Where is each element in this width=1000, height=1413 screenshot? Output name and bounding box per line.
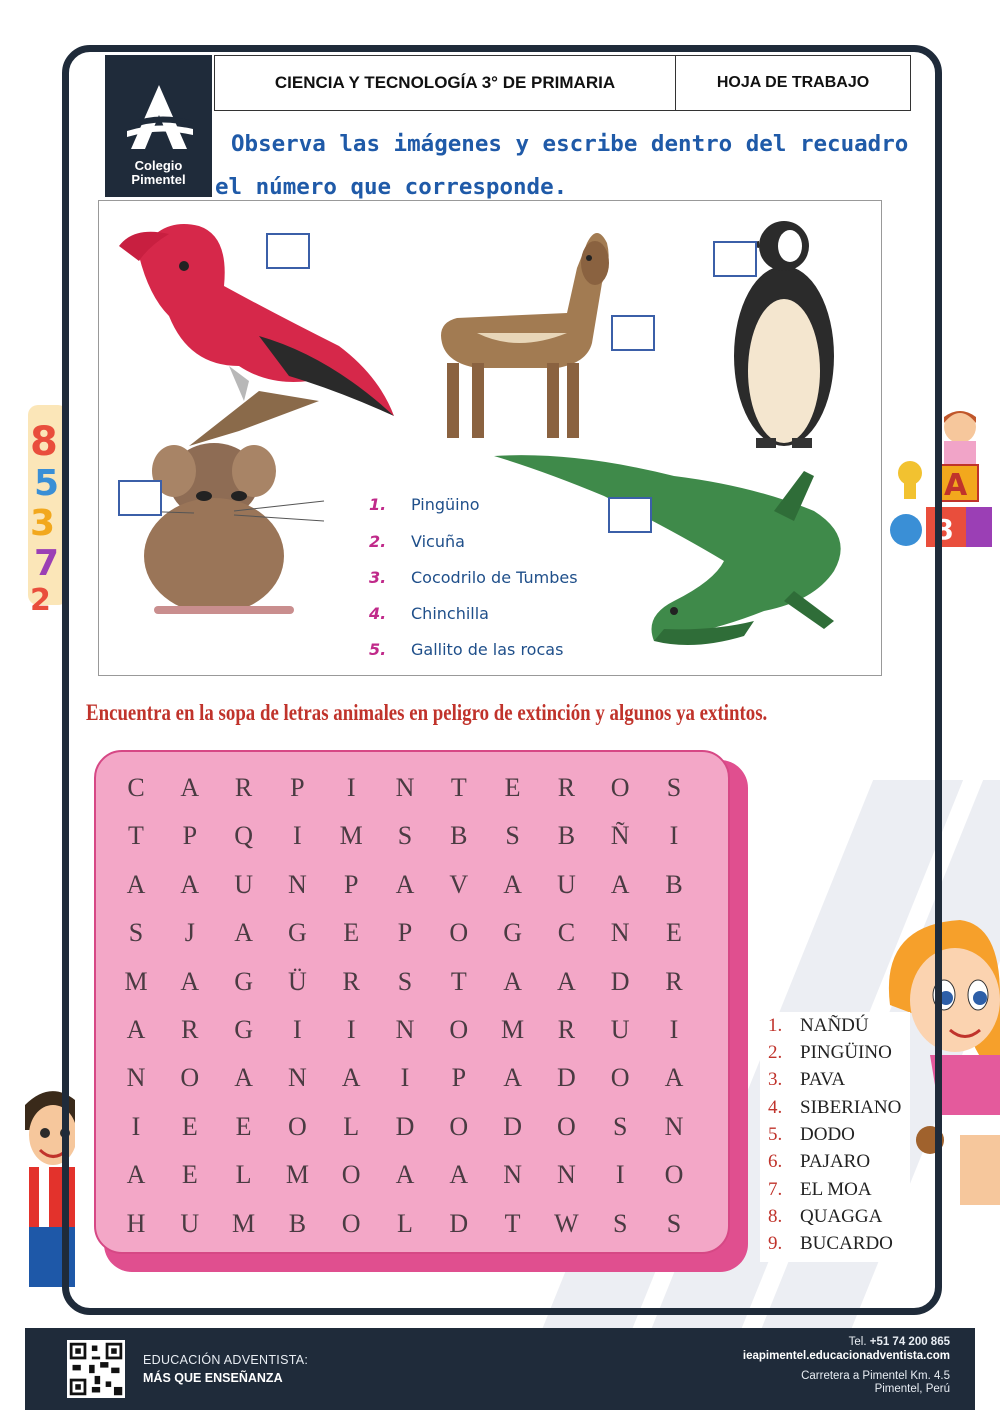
footer-tagline2: MÁS QUE ENSEÑANZA: [143, 1371, 283, 1385]
grid-letter[interactable]: R: [181, 1015, 199, 1044]
grid-letter[interactable]: I: [669, 1015, 679, 1044]
grid-letter[interactable]: R: [342, 966, 360, 996]
grid-letter[interactable]: S: [505, 821, 520, 851]
grid-letter[interactable]: G: [503, 918, 522, 948]
word-list-item: 1. NAÑDÚ: [768, 1015, 869, 1036]
word-list-item: 8. QUAGGA: [768, 1206, 883, 1227]
grid-letter[interactable]: B: [450, 821, 468, 851]
logo-text-line1: Colegio: [134, 158, 183, 173]
grid-letter[interactable]: O: [288, 1111, 307, 1141]
grid-letter[interactable]: A: [234, 918, 253, 948]
school-logo-icon: [123, 83, 195, 153]
grid-letter[interactable]: D: [610, 966, 630, 996]
grid-letter[interactable]: A: [126, 1160, 146, 1190]
grid-letter[interactable]: L: [343, 1111, 360, 1141]
grid-letter[interactable]: G: [288, 918, 307, 948]
answer-box-crocodile[interactable]: [608, 497, 652, 533]
grid-letter[interactable]: R: [665, 966, 683, 996]
svg-text:5: 5: [34, 463, 60, 504]
animals-image-panel: 1. Pingüino 2. Vicuña 3. Cocodrilo de Tumbes 4. Chinchilla 5. Gallito de las rocas: [98, 200, 882, 676]
grid-letter[interactable]: G: [234, 966, 253, 996]
grid-letter[interactable]: M: [285, 1160, 309, 1190]
grid-letter[interactable]: I: [346, 1015, 356, 1044]
word-search-title: Encuentra en la sopa de letras animales en peligro de extinción y algunos ya extintos.: [86, 700, 768, 725]
grid-letter[interactable]: R: [557, 1015, 576, 1044]
word-list-item: 6. PAJARO: [768, 1151, 871, 1172]
grid-letter[interactable]: A: [503, 1063, 522, 1093]
grid-letter[interactable]: I: [346, 773, 356, 802]
grid-letter[interactable]: T: [450, 966, 467, 996]
grid-letter[interactable]: N: [557, 1160, 576, 1190]
grid-letter[interactable]: Ü: [288, 966, 307, 996]
grid-letter[interactable]: U: [557, 869, 576, 899]
grid-letter[interactable]: C: [557, 918, 576, 948]
sheet-title: HOJA DE TRABAJO: [716, 74, 870, 91]
grid-letter[interactable]: O: [180, 1063, 200, 1093]
grid-letter[interactable]: E: [343, 918, 360, 948]
grid-letter[interactable]: D: [503, 1111, 522, 1141]
grid-letter[interactable]: P: [397, 918, 413, 948]
grid-letter[interactable]: O: [610, 1063, 630, 1093]
grid-letter[interactable]: A: [449, 1160, 469, 1190]
grid-letter[interactable]: U: [234, 869, 253, 899]
word-search-grid: [94, 750, 730, 1254]
grid-letter[interactable]: S: [397, 821, 413, 851]
grid-letter[interactable]: D: [395, 1111, 415, 1141]
answer-box-chinchilla[interactable]: [118, 480, 162, 516]
grid-letter[interactable]: A: [341, 1063, 361, 1093]
svg-text:8: 8: [934, 513, 954, 546]
word-list-item: 5. DODO: [768, 1124, 855, 1145]
grid-letter[interactable]: V: [449, 869, 469, 899]
grid-letter[interactable]: O: [664, 1160, 684, 1190]
logo-text-line2: Pimentel: [131, 172, 186, 187]
footer-bar: [25, 1328, 975, 1410]
grid-letter[interactable]: A: [126, 869, 146, 899]
grid-letter[interactable]: A: [234, 1063, 253, 1093]
grid-letter[interactable]: U: [180, 1208, 200, 1238]
grid-letter[interactable]: O: [341, 1160, 361, 1190]
grid-letter[interactable]: P: [290, 773, 305, 802]
grid-letter[interactable]: A: [557, 966, 576, 996]
instruction-line2: el número que corresponde.: [215, 174, 568, 200]
grid-letter[interactable]: H: [126, 1208, 146, 1238]
grid-letter[interactable]: M: [339, 821, 363, 851]
grid-letter[interactable]: I: [293, 1015, 302, 1044]
grid-letter[interactable]: A: [126, 1015, 146, 1044]
grid-letter[interactable]: S: [397, 966, 413, 996]
answer-box-bird[interactable]: [266, 233, 310, 269]
svg-text:3: 3: [30, 503, 56, 544]
grid-letter[interactable]: A: [180, 773, 200, 802]
grid-letter[interactable]: T: [128, 821, 144, 851]
grid-letter[interactable]: A: [610, 869, 630, 899]
grid-letter[interactable]: U: [610, 1015, 630, 1044]
grid-letter[interactable]: N: [664, 1111, 684, 1141]
footer-address2: Pimentel, Perú: [874, 1383, 950, 1395]
word-list-item: 4. SIBERIANO: [768, 1097, 902, 1118]
grid-letter[interactable]: S: [612, 1111, 628, 1141]
svg-text:8: 8: [30, 419, 58, 465]
word-list-item: 7. EL MOA: [768, 1179, 872, 1200]
grid-letter[interactable]: B: [288, 1208, 307, 1238]
grid-letter[interactable]: A: [664, 1063, 684, 1093]
grid-letter[interactable]: L: [235, 1160, 252, 1190]
grid-letter[interactable]: B: [665, 869, 683, 899]
grid-letter[interactable]: E: [235, 1111, 252, 1141]
grid-letter[interactable]: P: [343, 869, 359, 899]
grid-letter[interactable]: P: [182, 821, 198, 851]
footer-tagline1: EDUCACIÓN ADVENTISTA:: [143, 1353, 309, 1367]
grid-letter[interactable]: Q: [234, 821, 253, 851]
grid-letter[interactable]: P: [451, 1063, 467, 1093]
word-list-item: 2. PINGÜINO: [768, 1042, 892, 1063]
grid-letter[interactable]: A: [503, 966, 522, 996]
word-list-item: 3. PAVA: [768, 1069, 846, 1090]
svg-text:2: 2: [30, 583, 51, 618]
footer-address1: Carretera a Pimentel Km. 4.5: [801, 1370, 950, 1382]
grid-letter[interactable]: I: [615, 1160, 625, 1190]
grid-letter[interactable]: A: [503, 869, 522, 899]
answer-box-vicuna[interactable]: [611, 315, 655, 351]
grid-letter[interactable]: N: [503, 1160, 522, 1190]
school-logo: [105, 55, 212, 197]
chinchilla-image: [134, 441, 334, 616]
grid-letter[interactable]: A: [180, 966, 200, 996]
grid-letter[interactable]: Ñ: [610, 821, 630, 851]
grid-letter[interactable]: S: [612, 1208, 628, 1238]
grid-letter[interactable]: B: [557, 821, 576, 851]
grid-letter[interactable]: O: [610, 773, 630, 802]
grid-letter[interactable]: A: [180, 869, 200, 899]
svg-text:7: 7: [34, 543, 60, 584]
grid-letter[interactable]: E: [504, 773, 521, 802]
grid-letter[interactable]: T: [504, 1208, 521, 1238]
grid-letter[interactable]: O: [449, 918, 469, 948]
grid-letter[interactable]: M: [501, 1015, 525, 1044]
grid-letter[interactable]: I: [400, 1063, 410, 1093]
word-list: [760, 1012, 910, 1262]
grid-letter[interactable]: N: [288, 1063, 307, 1093]
grid-letter[interactable]: W: [554, 1208, 579, 1238]
grid-letter[interactable]: D: [557, 1063, 576, 1093]
grid-letter[interactable]: O: [449, 1015, 469, 1044]
grid-letter[interactable]: C: [127, 773, 145, 802]
footer-website[interactable]: ieapimentel.educacionadventista.com: [742, 1350, 950, 1362]
footer-phone: Tel. +51 74 200 865: [848, 1336, 950, 1348]
grid-letter[interactable]: R: [234, 773, 253, 802]
instruction-line1: Observa las imágenes y escribe dentro del recuadro: [231, 131, 909, 157]
grid-letter[interactable]: M: [232, 1208, 256, 1238]
grid-letter[interactable]: N: [610, 918, 630, 948]
grid-letter[interactable]: T: [450, 773, 467, 802]
vicuna-image: [417, 223, 617, 448]
grid-letter[interactable]: E: [181, 1160, 198, 1190]
grid-letter[interactable]: L: [397, 1208, 413, 1238]
grid-letter[interactable]: N: [126, 1063, 146, 1093]
grid-letter[interactable]: M: [124, 966, 148, 996]
grid-letter[interactable]: O: [341, 1208, 361, 1238]
grid-letter[interactable]: E: [666, 918, 682, 948]
header-table: [214, 55, 911, 111]
grid-letter[interactable]: A: [395, 1160, 415, 1190]
grid-letter[interactable]: E: [181, 1111, 198, 1141]
grid-letter[interactable]: O: [449, 1111, 469, 1141]
grid-letter[interactable]: S: [128, 918, 144, 948]
grid-letter[interactable]: A: [395, 869, 415, 899]
grid-letter[interactable]: J: [184, 918, 195, 948]
grid-letter[interactable]: D: [449, 1208, 469, 1238]
crocodile-image: [494, 451, 864, 651]
grid-letter[interactable]: G: [234, 1015, 253, 1044]
svg-text:A: A: [944, 468, 968, 503]
grid-letter[interactable]: N: [395, 773, 415, 802]
grid-letter[interactable]: N: [288, 869, 307, 899]
qr-code-icon: [67, 1340, 125, 1398]
grid-letter[interactable]: R: [557, 773, 576, 802]
grid-letter[interactable]: O: [557, 1111, 576, 1141]
grid-letter[interactable]: I: [131, 1111, 141, 1141]
grid-letter[interactable]: I: [293, 821, 302, 851]
grid-letter[interactable]: S: [666, 1208, 682, 1238]
grid-letter[interactable]: I: [669, 821, 679, 851]
grid-letter[interactable]: N: [395, 1015, 415, 1044]
subject-title: CIENCIA Y TECNOLOGÍA 3° DE PRIMARIA: [215, 56, 676, 110]
word-list-item: 9. BUCARDO: [768, 1233, 893, 1254]
answer-box-penguin[interactable]: [713, 241, 757, 277]
grid-letter[interactable]: S: [666, 773, 682, 802]
cock-of-the-rock-image: [109, 216, 409, 456]
